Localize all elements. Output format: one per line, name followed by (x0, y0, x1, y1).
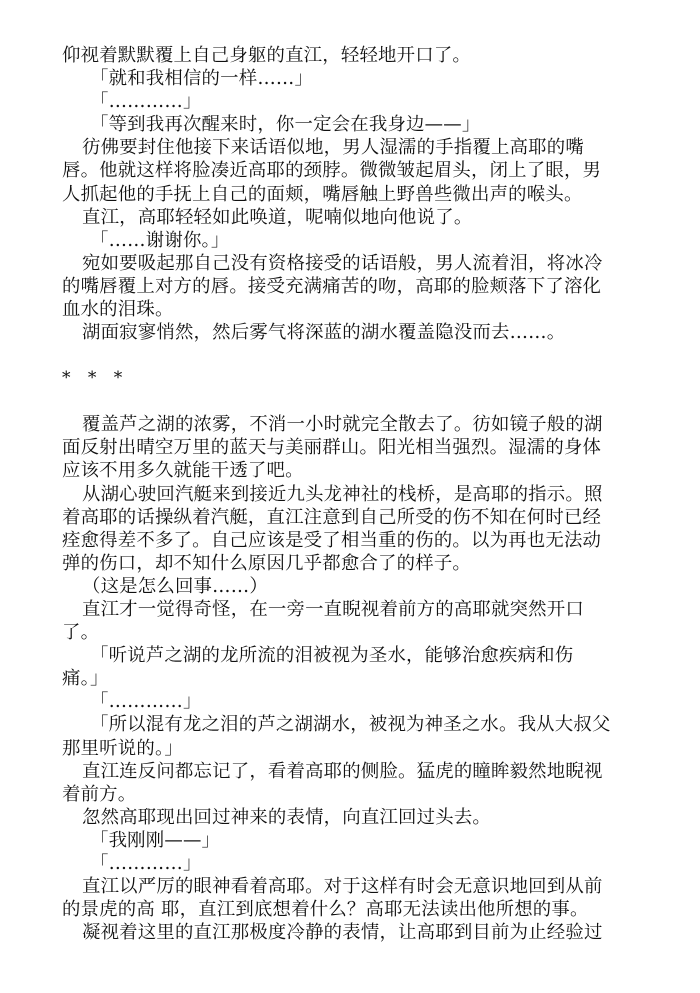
text-line: 应该不用多久就能干透了吧。 (62, 460, 304, 482)
text-line: 直江才一觉得奇怪，在一旁一直睨视着前方的高耶就突然开口 (82, 598, 584, 620)
dialogue-line: 「所以混有龙之泪的芦之湖湖水，被视为神圣之水。我从大叔父 (90, 714, 611, 736)
text-line: 仰视着默默覆上自己身躯的直江，轻轻地开口了。 (62, 45, 471, 66)
text-line: 宛如要吸起那自己没有资格接受的话语般，男人流着泪，将冰冷 (82, 252, 603, 274)
text-line: 覆盖芦之湖的浓雾，不消一小时就完全散去了。彷如镜子般的湖 (82, 414, 603, 436)
text-line: 面反射出晴空万里的蓝天与美丽群山。阳光相当强烈。湿濡的身体 (62, 437, 602, 459)
text-line: 直江，高耶轻轻如此唤道，呢喃似地向他说了。 (82, 206, 473, 228)
text-line: 的景虎的高 耶，直江到底想着什么？高耶无法读出他所想的事。 (62, 899, 589, 921)
blank-line (62, 344, 642, 367)
dialogue-line: 「等到我再次醒来时，你一定会在我身边——」 (90, 114, 481, 136)
text-line: 血水的泪珠。 (62, 299, 174, 321)
text-line: 直江连反问都忘记了，看着高耶的侧脸。猛虎的瞳眸毅然地睨视 (82, 760, 603, 782)
text-line: 人抓起他的手抚上自己的面颊，嘴唇触上野兽些微出声的喉头。 (62, 183, 583, 205)
text-line: 那里听说的。」 (62, 737, 183, 759)
dialogue-line: 「就和我相信的一样……」 (90, 68, 314, 90)
dialogue-line: 「听说芦之湖的龙所流的泪被视为圣水，能够治愈疾病和伤 (90, 645, 574, 667)
thought-line: （这是怎么回事……） (82, 575, 268, 597)
text-line: 弹的伤口，却不知什么原因几乎都愈合了的样子。 (62, 552, 471, 574)
text-line: 的嘴唇覆上对方的唇。接受充满痛苦的吻，高耶的脸颊落下了溶化 (62, 275, 602, 297)
dialogue-line: 「……谢谢你。」 (90, 229, 230, 251)
text-line: 着前方。 (62, 783, 137, 805)
text-line: 痊愈得差不多了。自己应该是受了相当重的伤的。以为再也无法动 (62, 529, 602, 551)
text-line: 凝视着这里的直江那极度冷静的表情，让高耶到目前为止经验过 (82, 922, 603, 944)
text-line: 了。 (62, 622, 100, 644)
text-line: 从湖心驶回汽艇来到接近九头龙神社的栈桥，是高耶的指示。照 (82, 483, 603, 505)
text-line: 痛。」 (62, 668, 109, 690)
dialogue-line: 「我刚刚——」 (90, 829, 221, 851)
blank-line (62, 390, 642, 413)
dialogue-line: 「…………」 (90, 853, 202, 874)
text-line: 唇。他就这样将脸凑近高耶的颈脖。微微皱起眉头，闭上了眼，男 (62, 160, 602, 182)
text-line: 忽然高耶现出回过神来的表情，向直江回过头去。 (82, 806, 491, 828)
text-line: 彷佛要封住他接下来话语似地，男人湿濡的手指覆上高耶的嘴 (82, 137, 584, 159)
dialogue-line: 「…………」 (90, 691, 202, 713)
novel-page (62, 44, 642, 944)
dialogue-line: 「…………」 (90, 91, 202, 113)
text-line: 湖面寂寥悄然，然后雾气将深蓝的湖水覆盖隐没而去……。 (82, 322, 566, 344)
text-line: 直江以严厉的眼神看着高耶。对于这样有时会无意识地回到从前 (82, 876, 603, 898)
text-line: 着高耶的话操纵着汽艇，直江注意到自己所受的伤不知在何时已经 (62, 506, 602, 528)
scene-separator: * * * (62, 368, 129, 389)
